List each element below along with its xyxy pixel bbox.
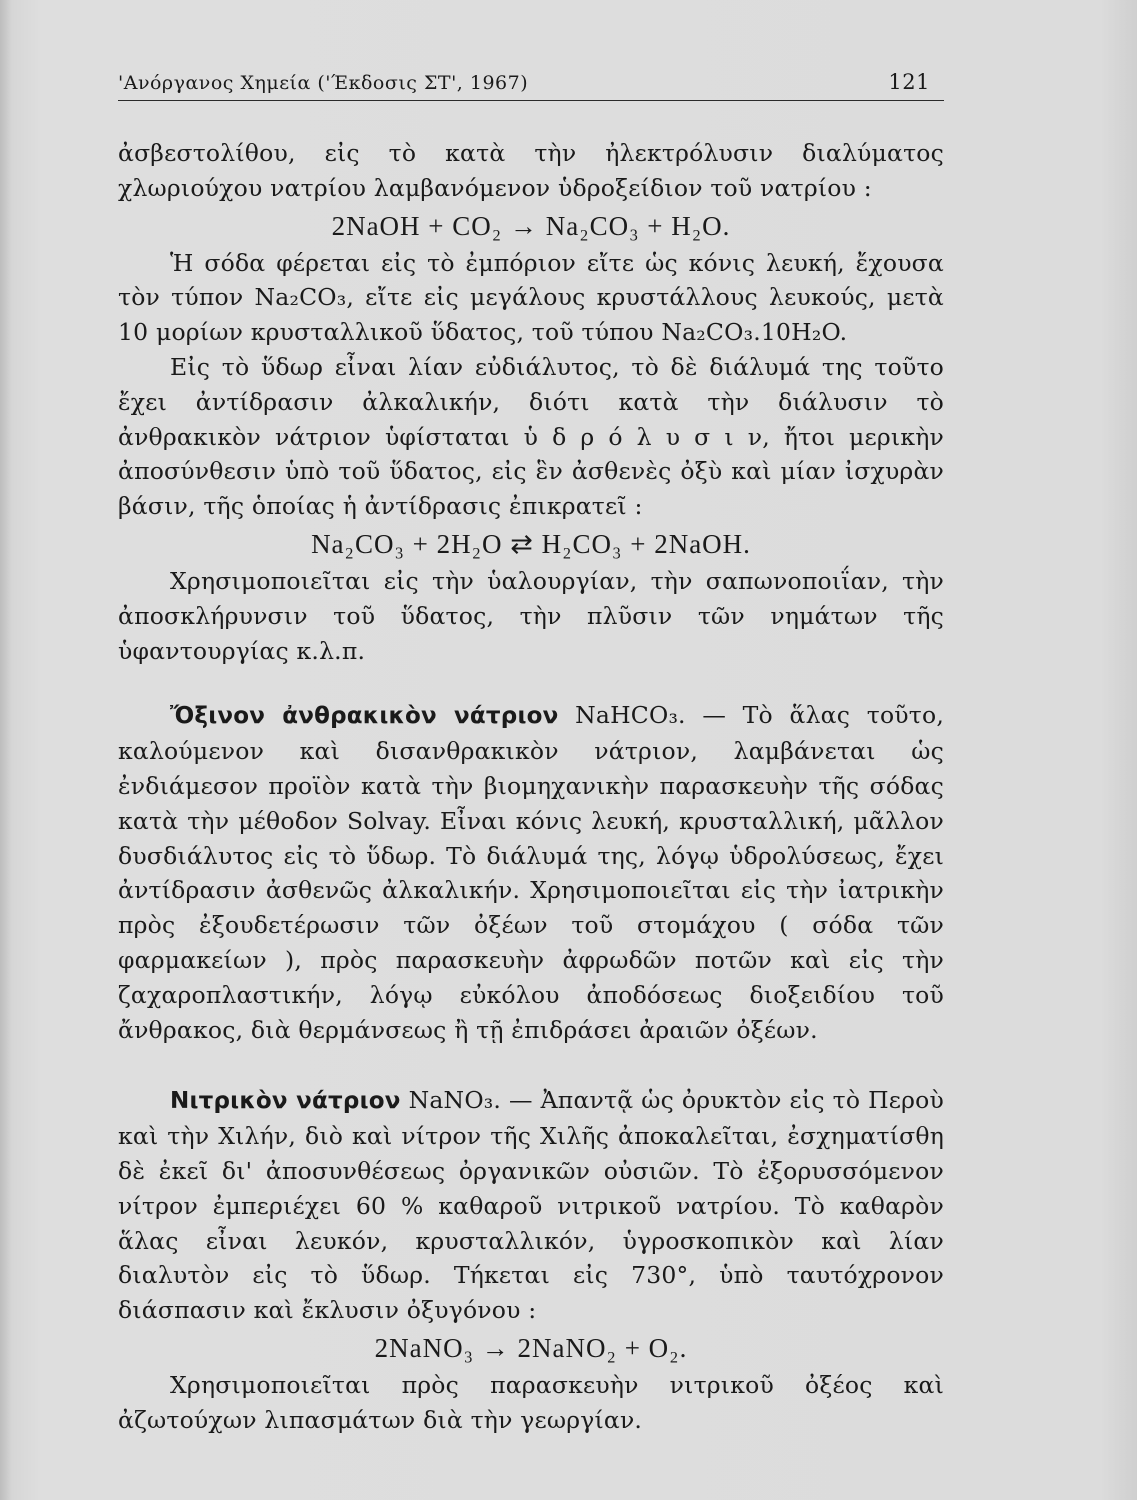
page-header [118, 66, 944, 101]
formula-bicarbonate: NaHCO₃. [575, 701, 686, 730]
section-bicarbonate [118, 698, 944, 1047]
heading-nitrate: Νιτρικὸν νάτριον [170, 1088, 401, 1115]
equation-2: Na₂CO₃ + 2H₂O ⇄ H₂CO₃ + 2NaOH. [311, 528, 751, 559]
paragraph-solubility: Εἰς τὸ ὕδωρ εἶναι λίαν εὐδιάλυτος, τὸ δὲ διάλυμά της τοῦτο ἔχει ἀντίδρασιν ἀλκαλικήν, διότι κατὰ τὴν διάλυσιν τὸ ἀνθρακικὸν νάτριον ὑφίσταται ὑ δ ρ ό λ υ σ ι ν, ἤτοι μερικὴν ἀποσύνθεσιν ὑπὸ τοῦ ὕδατος, εἰς ἓν ἀσθενὲς ὀξὺ καὶ μίαν ἰσχυρὰν βάσιν, τῆς ὁποίας ἡ ἀντίδρασις ἐπικρατεῖ : [118, 352, 944, 521]
heading-bicarbonate: Ὄξινον ἀνθρακικὸν νάτριον [170, 703, 559, 730]
running-title: 'Ανόργανος Χημεία ('Έκδοσις ΣΤ', 1967) [118, 72, 529, 94]
text-nitrate: — Ἀπαντᾷ ὡς ὀρυκτὸν εἰς τὸ Περοὺ καὶ τὴν Χιλήν, διὸ καὶ νίτρον τῆς Χιλῆς ἀποκαλεῖται, ἐσχηματίσθη δὲ ἐκεῖ δι' ἀποσυνθέσεως ὀργανικῶν οὐσιῶν. Τὸ ἐξορυσσόμενον νίτρον ἐμπεριέχει 60 % καθαροῦ νιτρικοῦ νατρίου. Τὸ καθαρὸν ἅλας εἶναι λευκόν, κρυσταλλικόν, ὑγροσκοπικὸν καὶ λίαν διαλυτὸν εἰς τὸ ὕδωρ. Τήκεται εἰς 730°, ὑπὸ ταυτόχρονον διάσπασιν καὶ ἔκλυσιν ὀξυγόνου : [118, 1086, 945, 1325]
page-number: 121 [888, 70, 930, 94]
equation-1: 2NaOH + CO₂ → Na₂CO₃ + H₂O. [331, 210, 731, 241]
paragraph-nitrate-uses: Χρησιμοποιεῖται πρὸς παρασκευὴν νιτρικοῦ ὀξέος καὶ ἀζωτούχων λιπασμάτων διὰ τὴν γεωργίαν. [118, 1370, 944, 1434]
body-text [118, 136, 944, 1438]
text-bicarbonate: — Τὸ ἅλας τοῦτο, καλούμενον καὶ δισανθρακικὸν νάτριον, λαμβάνεται ὡς ἐνδιάμεσον προϊὸν κατὰ τὴν βιομηχανικὴν παρασκευὴν τῆς σόδας κατὰ τὴν μέθοδον Solvay. Εἶναι κόνις λευκή, κρυσταλλική, μᾶλλον δυσδιάλυτος εἰς τὸ ὕδωρ. Τὸ διάλυμά της, λόγῳ ὑδρολύσεως, ἔχει ἀντίδρασιν ἀσθενῶς ἀλκαλικήν. Χρησιμοποιεῖται εἰς τὴν ἰατρικὴν πρὸς ἐξουδετέρωσιν τῶν ὀξέων τοῦ στομάχου ( σόδα τῶν φαρμακείων ), πρὸς παρασκευὴν ἀφρωδῶν ποτῶν καὶ εἰς τὴν ζαχαροπλαστικήν, λόγῳ εὐκόλου ἀποδόσεως διοξειδίου τοῦ ἄνθρακος, διὰ θερμάνσεως ἢ τῇ ἐπιδράσει ἀραιῶν ὀξέων. [118, 701, 944, 1044]
paragraph-uses: Χρησιμοποιεῖται εἰς τὴν ὑαλουργίαν, τὴν σαπωνοποιΐαν, τὴν ἀποσκλήρυνσιν τοῦ ὕδατος, τὴν πλῦσιν τῶν νημάτων τῆς ὑφαντουργίας κ.λ.π. [118, 566, 944, 665]
equation-3: 2NaNO₃ → 2NaNO₂ + O₂. [374, 1332, 688, 1363]
paragraph-continuation: ἀσβεστολίθου, εἰς τὸ κατὰ τὴν ἠλεκτρόλυσιν διαλύματος χλωριούχου νατρίου λαμβανόμενον ὑδροξείδιον τοῦ νατρίου : [118, 139, 944, 202]
formula-nitrate: NaNO₃. [408, 1086, 502, 1115]
section-nitrate [118, 1083, 944, 1328]
paragraph-soda-form: Ἡ σόδα φέρεται εἰς τὸ ἐμπόριον εἴτε ὡς κόνις λευκή, ἔχουσα τὸν τύπον Na₂CO₃, εἴτε εἰς μεγάλους κρυστάλλους λευκούς, μετὰ 10 μορίων κρυσταλλικοῦ ὕδατος, τοῦ τύπου Na₂CO₃.10H₂O. [118, 248, 944, 347]
